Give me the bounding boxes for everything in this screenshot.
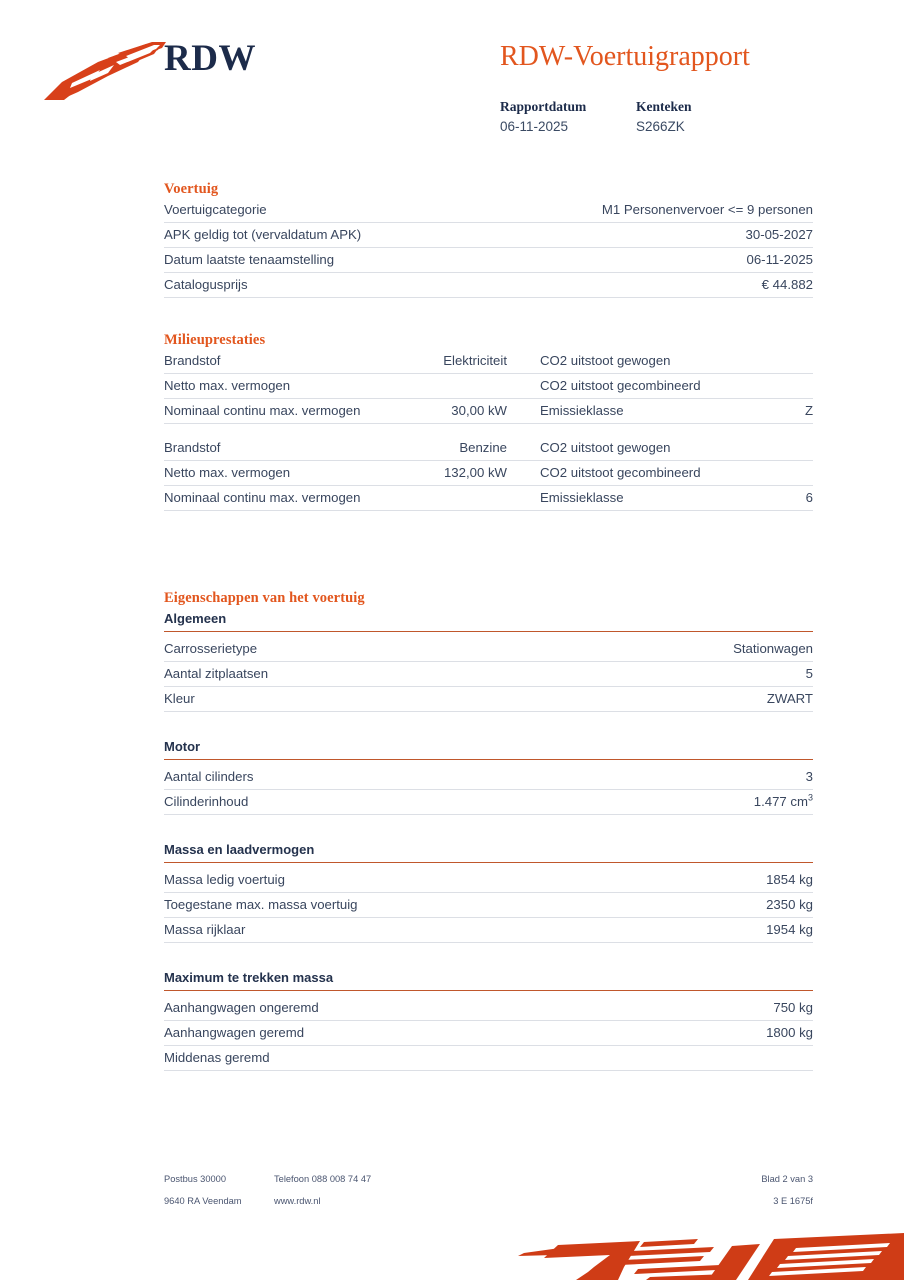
row-value-left bbox=[374, 374, 540, 399]
row-label-right: CO2 uitstoot gewogen bbox=[540, 436, 740, 461]
row-value-left: 132,00 kW bbox=[374, 461, 540, 486]
row-label-left: Nominaal continu max. vermogen bbox=[164, 486, 374, 511]
meta-label-rapportdatum: Rapportdatum bbox=[500, 99, 587, 114]
report-meta-labels bbox=[500, 97, 880, 117]
row-value-right: Z bbox=[740, 399, 813, 424]
row-label: Middenas geremd bbox=[164, 1046, 489, 1071]
meta-label-rapportdatum-col bbox=[500, 97, 636, 117]
meta-value-kenteken: S266ZK bbox=[636, 119, 685, 134]
row-value: Stationwagen bbox=[489, 637, 814, 662]
row-label-right: CO2 uitstoot gecombineerd bbox=[540, 461, 740, 486]
table-row bbox=[164, 223, 813, 248]
footer-website[interactable]: www.rdw.nl bbox=[274, 1196, 321, 1206]
footer-city: 9640 RA Veendam bbox=[164, 1196, 242, 1206]
row-value-left: Elektriciteit bbox=[374, 349, 540, 374]
row-value-right bbox=[740, 374, 813, 399]
row-label: Massa ledig voertuig bbox=[164, 868, 489, 893]
table-row bbox=[164, 662, 813, 687]
table-row bbox=[164, 637, 813, 662]
row-label-right: CO2 uitstoot gewogen bbox=[540, 349, 740, 374]
table-row bbox=[164, 399, 813, 424]
report-meta bbox=[500, 97, 880, 137]
row-label-left: Nominaal continu max. vermogen bbox=[164, 399, 374, 424]
table-row bbox=[164, 198, 813, 223]
meta-value-rapportdatum: 06-11-2025 bbox=[500, 119, 569, 134]
table-row bbox=[164, 790, 813, 815]
row-value: 3 bbox=[489, 765, 814, 790]
row-value: 1954 kg bbox=[489, 918, 814, 943]
row-label-left: Netto max. vermogen bbox=[164, 461, 374, 486]
row-value bbox=[489, 1046, 814, 1071]
row-value-right bbox=[740, 436, 813, 461]
row-label-left: Brandstof bbox=[164, 436, 374, 461]
row-value: 750 kg bbox=[489, 996, 814, 1021]
section-voertuig bbox=[164, 180, 813, 298]
row-value: 1854 kg bbox=[489, 868, 814, 893]
row-label: Datum laatste tenaamstelling bbox=[164, 248, 489, 273]
row-label: Aanhangwagen ongeremd bbox=[164, 996, 489, 1021]
row-value: € 44.882 bbox=[489, 273, 814, 298]
subsection-title-motor: Motor bbox=[164, 738, 813, 760]
row-label-right: Emissieklasse bbox=[540, 399, 740, 424]
table-row bbox=[164, 918, 813, 943]
row-label: Aanhangwagen geremd bbox=[164, 1021, 489, 1046]
meta-label-kenteken: Kenteken bbox=[636, 99, 692, 114]
row-label-right: Emissieklasse bbox=[540, 486, 740, 511]
row-label: Cilinderinhoud bbox=[164, 790, 489, 815]
subsection-title-massa: Massa en laadvermogen bbox=[164, 841, 813, 863]
row-label: Aantal zitplaatsen bbox=[164, 662, 489, 687]
report-meta-values bbox=[500, 117, 880, 137]
footer-form-code: 3 E 1675f bbox=[773, 1196, 813, 1206]
subsection-title-trekken-massa: Maximum te trekken massa bbox=[164, 969, 813, 991]
row-value: 2350 kg bbox=[489, 893, 814, 918]
document-header bbox=[0, 0, 904, 165]
row-label: APK geldig tot (vervaldatum APK) bbox=[164, 223, 489, 248]
row-label-right: CO2 uitstoot gecombineerd bbox=[540, 374, 740, 399]
meta-value-rapportdatum-col bbox=[500, 117, 636, 137]
trekken-massa-table bbox=[164, 996, 813, 1071]
page-title: RDW-Voertuigrapport bbox=[500, 41, 750, 72]
rdw-speed-stripes-icon bbox=[498, 1222, 904, 1280]
row-value: M1 Personenvervoer <= 9 personen bbox=[489, 198, 814, 223]
section-title-milieuprestaties: Milieuprestaties bbox=[164, 332, 266, 348]
table-row bbox=[164, 868, 813, 893]
table-row bbox=[164, 996, 813, 1021]
section-eigenschappen bbox=[164, 589, 813, 1071]
motor-table bbox=[164, 765, 813, 815]
row-label: Aantal cilinders bbox=[164, 765, 489, 790]
section-title-eigenschappen: Eigenschappen van het voertuig bbox=[164, 590, 365, 606]
row-value: ZWART bbox=[489, 687, 814, 712]
row-value: 1800 kg bbox=[489, 1021, 814, 1046]
algemeen-table bbox=[164, 637, 813, 712]
row-value-cilinderinhoud bbox=[489, 790, 814, 815]
table-row bbox=[164, 273, 813, 298]
row-label: Catalogusprijs bbox=[164, 273, 489, 298]
rdw-arrow-logo-icon bbox=[42, 42, 170, 104]
milieu-table-elektriciteit bbox=[164, 349, 813, 424]
row-label: Toegestane max. massa voertuig bbox=[164, 893, 489, 918]
row-value-left: Benzine bbox=[374, 436, 540, 461]
table-row bbox=[164, 349, 813, 374]
table-row bbox=[164, 893, 813, 918]
footer-postbus: Postbus 30000 bbox=[164, 1174, 227, 1184]
footer-page-number: Blad 2 van 3 bbox=[761, 1174, 813, 1184]
massa-table bbox=[164, 868, 813, 943]
section-milieuprestaties bbox=[164, 331, 813, 511]
table-row bbox=[164, 687, 813, 712]
row-value-superscript: 3 bbox=[807, 792, 813, 803]
subsection-title-algemeen: Algemeen bbox=[164, 610, 813, 632]
table-row bbox=[164, 374, 813, 399]
footer-row bbox=[164, 1190, 813, 1212]
row-value-right bbox=[740, 461, 813, 486]
row-label-left: Netto max. vermogen bbox=[164, 374, 374, 399]
row-label-left: Brandstof bbox=[164, 349, 374, 374]
voertuig-table bbox=[164, 198, 813, 298]
row-value-left bbox=[374, 486, 540, 511]
table-row bbox=[164, 248, 813, 273]
rdw-wordmark: RDW bbox=[164, 38, 256, 79]
row-value: 5 bbox=[489, 662, 814, 687]
row-value-right: 6 bbox=[740, 486, 813, 511]
meta-value-kenteken-col bbox=[636, 117, 772, 137]
row-value-left: 30,00 kW bbox=[374, 399, 540, 424]
table-row bbox=[164, 1021, 813, 1046]
section-title-voertuig: Voertuig bbox=[164, 181, 219, 197]
table-row bbox=[164, 765, 813, 790]
row-label: Kleur bbox=[164, 687, 489, 712]
table-row bbox=[164, 436, 813, 461]
row-value: 06-11-2025 bbox=[489, 248, 814, 273]
rdw-logo bbox=[42, 38, 272, 108]
footer-row bbox=[164, 1168, 813, 1190]
block-spacer bbox=[164, 424, 813, 436]
row-label: Carrosserietype bbox=[164, 637, 489, 662]
row-label: Massa rijklaar bbox=[164, 918, 489, 943]
milieu-table-benzine bbox=[164, 436, 813, 511]
table-row bbox=[164, 1046, 813, 1071]
footer-telefoon: Telefoon 088 008 74 47 bbox=[274, 1174, 372, 1184]
document-footer bbox=[164, 1168, 813, 1212]
row-value-right bbox=[740, 349, 813, 374]
table-row bbox=[164, 461, 813, 486]
meta-label-kenteken-col bbox=[636, 97, 772, 117]
row-value-text: 1.477 cm bbox=[753, 794, 808, 809]
row-label: Voertuigcategorie bbox=[164, 198, 489, 223]
row-value: 30-05-2027 bbox=[489, 223, 814, 248]
table-row bbox=[164, 486, 813, 511]
